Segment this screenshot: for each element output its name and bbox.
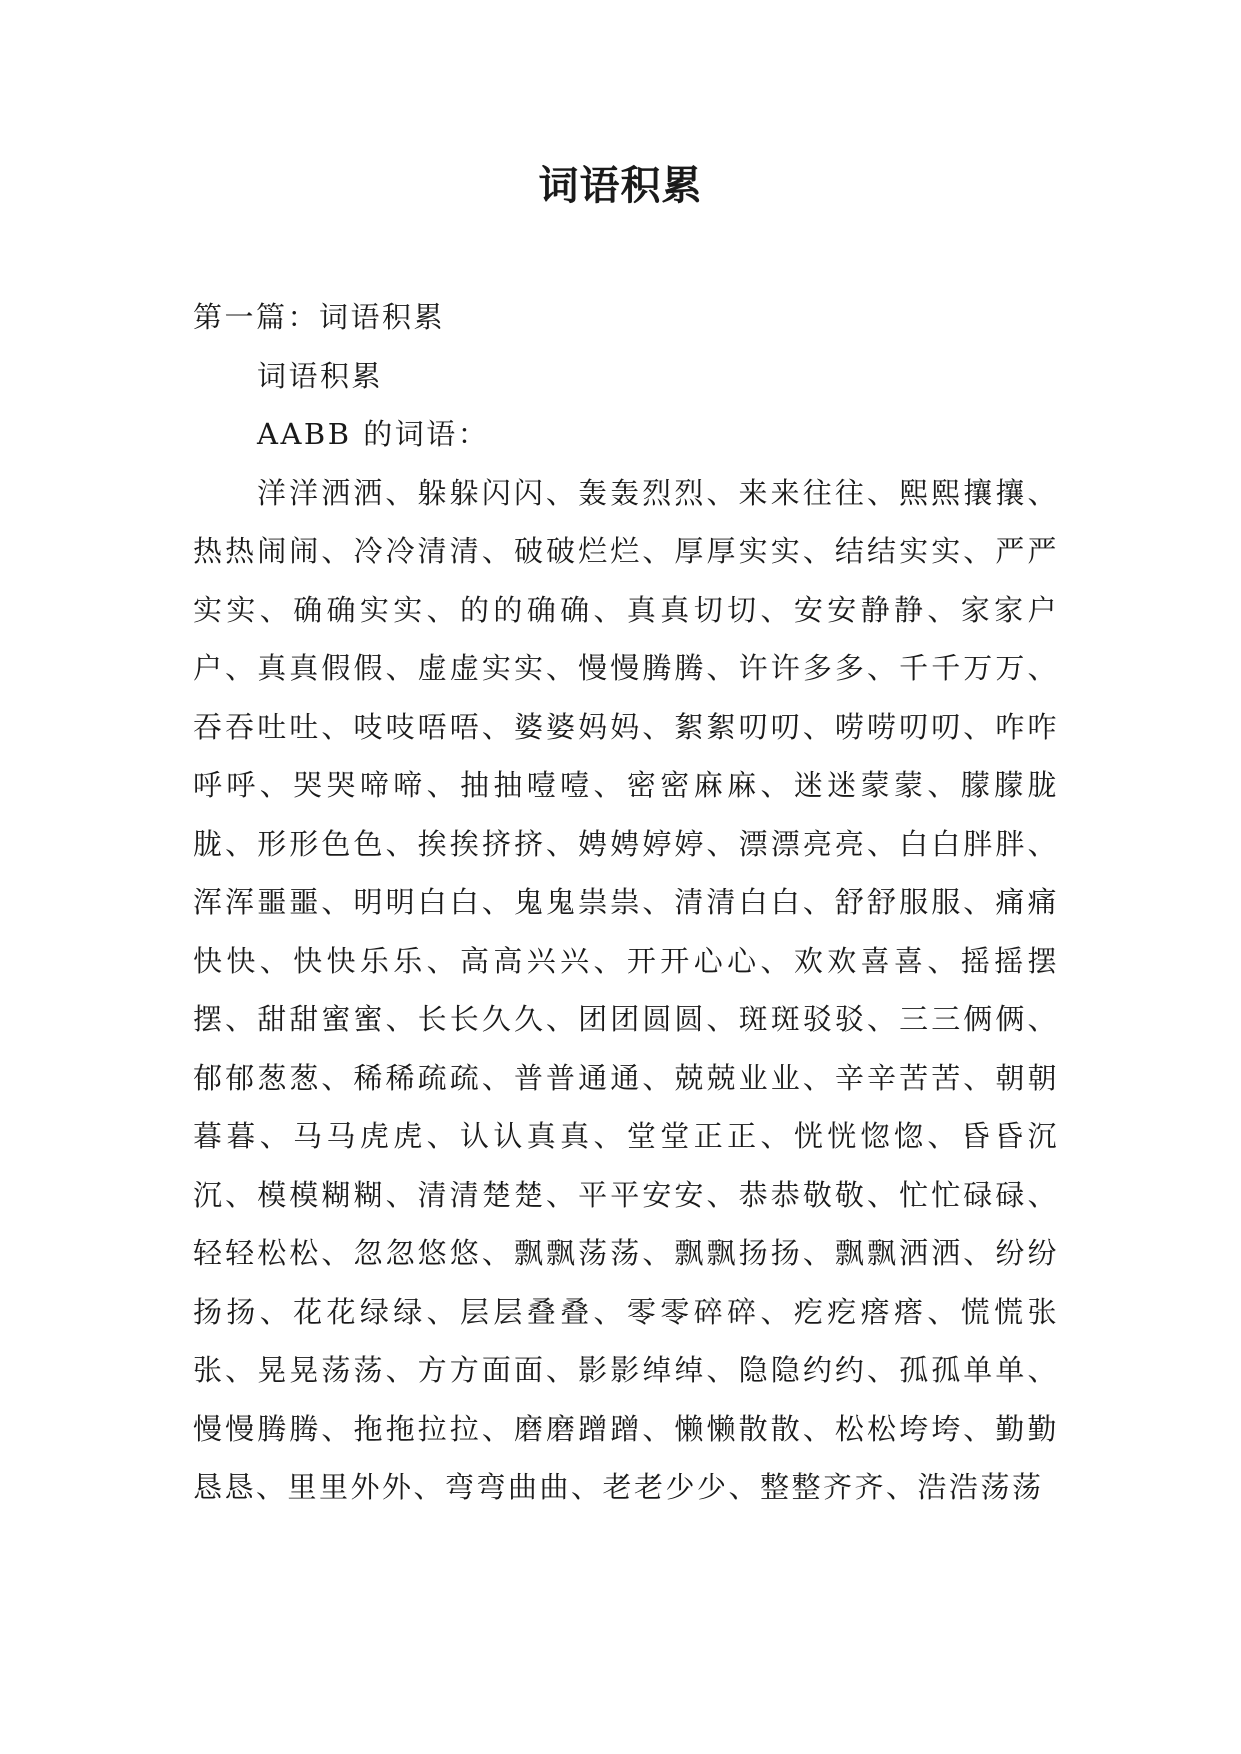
subtitle: 词语积累 — [257, 358, 384, 393]
word-list-paragraph: 洋洋洒洒、躲躲闪闪、轰轰烈烈、来来往往、熙熙攘攘、热热闹闹、冷冷清清、破破烂烂、厚厚实实、结结实实、严严实实、确确实实、的的确确、真真切切、安安静静、家家户户、真真假假、虚虚实实、慢慢腾腾、许许多多、千千万万、吞吞吐吐、吱吱唔唔、婆婆妈妈、絮絮叨叨、唠唠叨叨、咋咋呼呼、哭哭啼啼、抽抽噎噎、密密麻麻、迷迷蒙蒙、朦朦胧胧、形形色色、挨挨挤挤、娉娉婷婷、漂漂亮亮、白白胖胖、浑浑噩噩、明明白白、鬼鬼祟祟、清清白白、舒舒服服、痛痛快快、快快乐乐、高高兴兴、开开心心、欢欢喜喜、摇摇摆摆、甜甜蜜蜜、长长久久、团团圆圆、斑斑驳驳、三三俩俩、郁郁葱葱、稀稀疏疏、普普通通、兢兢业业、辛辛苦苦、朝朝暮暮、马马虎虎、认认真真、堂堂正正、恍恍惚惚、昏昏沉沉、模模糊糊、清清楚楚、平平安安、恭恭敬敬、忙忙碌碌、轻轻松松、忽忽悠悠、飘飘荡荡、飘飘扬扬、飘飘洒洒、纷纷扬扬、花花绿绿、层层叠叠、零零碎碎、疙疙瘩瘩、慌慌张张、晃晃荡荡、方方面面、影影绰绰、隐隐约约、孤孤单单、慢慢腾腾、拖拖拉拉、磨磨蹭蹭、懒懒散散、松松垮垮、勤勤恳恳、里里外外、弯弯曲曲、老老少少、整整齐齐、浩浩荡荡 — [193, 475, 1059, 1504]
document-title: 词语积累 — [538, 163, 703, 209]
document-content — [193, 288, 1059, 1517]
chapter-heading: 第一篇：词语积累 — [193, 300, 446, 334]
section-label: AABB 的词语： — [257, 417, 490, 451]
